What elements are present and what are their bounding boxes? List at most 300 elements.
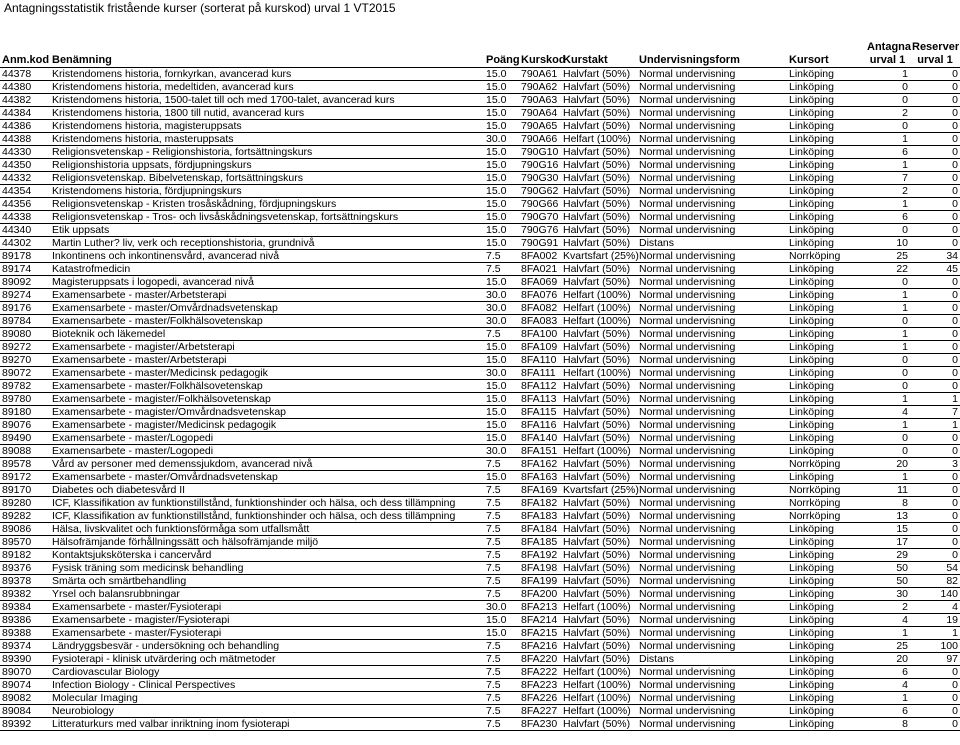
table-row [0,276,960,289]
poang-cell: 15.0 [484,614,519,627]
table-row [0,94,960,107]
kurstakt-cell: Halvfart (50%) [561,575,637,588]
kurskod-cell: 8FA151 [519,445,561,458]
kursort-cell: Linköping [787,640,865,653]
poang-cell: 7.5 [484,679,519,692]
poang-cell: 7.5 [484,549,519,562]
benamning-cell: Religionshistoria uppsats, fördjupningskurs [50,159,484,172]
kurskod-cell: 8FA216 [519,640,561,653]
anmkod-cell: 89082 [0,692,50,705]
kurstakt-cell: Halvfart (50%) [561,523,637,536]
benamning-cell: Katastrofmedicin [50,263,484,276]
kurstakt-cell: Halvfart (50%) [561,419,637,432]
table-row [0,432,960,445]
kurskod-cell: 8FA220 [519,653,561,666]
reserver-cell: 0 [910,523,960,536]
anmkod-cell: 89182 [0,549,50,562]
kurstakt-cell: Halvfart (50%) [561,432,637,445]
kurskod-cell: 8FA222 [519,666,561,679]
kursort-cell: Linköping [787,614,865,627]
benamning-cell: Examensarbete - magister/Folkhälsovetenskap [50,393,484,406]
anmkod-cell: 89378 [0,575,50,588]
undervisningsform-cell: Normal undervisning [637,510,787,523]
kurskod-cell: 8FA083 [519,315,561,328]
undervisningsform-cell: Normal undervisning [637,328,787,341]
table-row [0,120,960,133]
kurstakt-cell: Halvfart (50%) [561,224,637,237]
antagna-cell: 0 [865,432,910,445]
antagna-cell: 1 [865,133,910,146]
kursort-cell: Linköping [787,549,865,562]
table-row [0,133,960,146]
kurstakt-cell: Halvfart (50%) [561,120,637,133]
reserver-cell: 0 [910,159,960,172]
kursort-cell: Linköping [787,328,865,341]
benamning-cell: Yrsel och balansrubbningar [50,588,484,601]
kurstakt-cell: Halvfart (50%) [561,354,637,367]
table-row [0,601,960,614]
anmkod-cell: 89374 [0,640,50,653]
anmkod-cell: 89178 [0,250,50,263]
kurskod-cell: 8FA223 [519,679,561,692]
reserver-cell: 0 [910,81,960,94]
kurskod-cell: 8FA226 [519,692,561,705]
reserver-cell: 0 [910,432,960,445]
kurskod-cell: 8FA110 [519,354,561,367]
kurskod-cell: 790G70 [519,211,561,224]
poang-cell: 15.0 [484,68,519,81]
kurskod-cell: 790A65 [519,120,561,133]
antagna-cell: 10 [865,237,910,250]
kursort-cell: Linköping [787,367,865,380]
reserver-cell: 0 [910,341,960,354]
benamning-cell: Kristendomens historia, medeltiden, avancerad kurs [50,81,484,94]
antagna-cell: 4 [865,406,910,419]
poang-cell: 30.0 [484,133,519,146]
reserver-cell: 0 [910,302,960,315]
benamning-cell: Ländryggsbesvär - undersökning och behandling [50,640,484,653]
benamning-cell: Religionsvetenskap - Tros- och livsåskådningsvetenskap, fortsättningskurs [50,211,484,224]
kurskod-cell: 8FA184 [519,523,561,536]
table-row [0,523,960,536]
benamning-cell: Diabetes och diabetesvård II [50,484,484,497]
antagna-cell: 0 [865,81,910,94]
poang-cell: 15.0 [484,198,519,211]
kurskod-cell: 8FA112 [519,380,561,393]
poang-cell: 15.0 [484,94,519,107]
antagna-cell: 0 [865,367,910,380]
table-row [0,237,960,250]
column-header-kurskod: Kurskod [519,40,561,68]
kurstakt-cell: Helfart (100%) [561,666,637,679]
benamning-cell: Kristendomens historia, fornkyrkan, avancerad kurs [50,68,484,81]
antagna-cell: 1 [865,393,910,406]
undervisningsform-cell: Normal undervisning [637,120,787,133]
undervisningsform-cell: Normal undervisning [637,549,787,562]
anmkod-cell: 89270 [0,354,50,367]
kurstakt-cell: Halvfart (50%) [561,393,637,406]
kurskod-cell: 8FA113 [519,393,561,406]
anmkod-cell: 89282 [0,510,50,523]
anmkod-cell: 89386 [0,614,50,627]
anmkod-cell: 89272 [0,341,50,354]
poang-cell: 7.5 [484,562,519,575]
benamning-cell: Bioteknik och läkemedel [50,328,484,341]
benamning-cell: Examensarbete - master/Logopedi [50,445,484,458]
kurstakt-cell: Halvfart (50%) [561,380,637,393]
kurstakt-cell: Halvfart (50%) [561,185,637,198]
anmkod-cell: 89170 [0,484,50,497]
kurstakt-cell: Helfart (100%) [561,679,637,692]
kurstakt-cell: Halvfart (50%) [561,341,637,354]
undervisningsform-cell: Normal undervisning [637,81,787,94]
column-header-poang: Poäng [484,40,519,68]
benamning-cell: Examensarbete - master/Arbetsterapi [50,354,484,367]
kursort-cell: Linköping [787,575,865,588]
kurstakt-cell: Halvfart (50%) [561,510,637,523]
antagna-cell: 0 [865,94,910,107]
reserver-cell: 0 [910,68,960,81]
table-row [0,484,960,497]
undervisningsform-cell: Normal undervisning [637,354,787,367]
kursort-cell: Norrköping [787,458,865,471]
reserver-cell: 0 [910,718,960,731]
anmkod-cell: 89088 [0,445,50,458]
anmkod-cell: 89376 [0,562,50,575]
antagna-cell: 13 [865,510,910,523]
table-row [0,588,960,601]
antagna-cell: 2 [865,601,910,614]
kursort-cell: Linköping [787,237,865,250]
kursort-cell: Linköping [787,120,865,133]
anmkod-cell: 89070 [0,666,50,679]
benamning-cell: Examensarbete - master/Folkhälsovetenskap [50,315,484,328]
undervisningsform-cell: Normal undervisning [637,614,787,627]
table-row [0,289,960,302]
undervisningsform-cell: Normal undervisning [637,406,787,419]
kursort-cell: Linköping [787,601,865,614]
poang-cell: 30.0 [484,302,519,315]
anmkod-cell: 89784 [0,315,50,328]
table-row [0,406,960,419]
kurskod-cell: 790A63 [519,94,561,107]
reserver-cell: 97 [910,653,960,666]
kursort-cell: Linköping [787,302,865,315]
undervisningsform-cell: Normal undervisning [637,250,787,263]
reserver-cell: 0 [910,185,960,198]
antagna-cell: 50 [865,562,910,575]
antagna-cell: 1 [865,627,910,640]
table-row [0,549,960,562]
anmkod-cell: 89570 [0,536,50,549]
poang-cell: 30.0 [484,367,519,380]
reserver-cell: 19 [910,614,960,627]
benamning-cell: Kristendomens historia, 1800 till nutid, avancerad kurs [50,107,484,120]
kursort-cell: Linköping [787,679,865,692]
kurstakt-cell: Halvfart (50%) [561,107,637,120]
undervisningsform-cell: Normal undervisning [637,302,787,315]
kursort-cell: Linköping [787,341,865,354]
kurstakt-cell: Halvfart (50%) [561,328,637,341]
antagna-cell: 29 [865,549,910,562]
column-header-antagna: Antagna urval 1 [867,41,911,66]
poang-cell: 15.0 [484,432,519,445]
column-header-undervisningsform: Undervisningsform [637,40,787,68]
poang-cell: 15.0 [484,406,519,419]
undervisningsform-cell: Normal undervisning [637,94,787,107]
benamning-cell: Examensarbete - magister/Fysioterapi [50,614,484,627]
kurstakt-cell: Halvfart (50%) [561,211,637,224]
table-row [0,107,960,120]
antagna-cell: 0 [865,120,910,133]
antagna-cell: 7 [865,172,910,185]
anmkod-cell: 89076 [0,419,50,432]
anmkod-cell: 89280 [0,497,50,510]
kurskod-cell: 8FA230 [519,718,561,731]
reserver-cell: 0 [910,445,960,458]
undervisningsform-cell: Normal undervisning [637,523,787,536]
benamning-cell: Molecular Imaging [50,692,484,705]
antagna-cell: 1 [865,289,910,302]
kurstakt-cell: Kvartsfart (25%) [563,250,639,262]
anmkod-cell: 89092 [0,276,50,289]
kurstakt-cell: Helfart (100%) [561,315,637,328]
table-row [0,640,960,653]
kurskod-cell: 8FA109 [519,341,561,354]
benamning-cell: Vård av personer med demenssjukdom, avancerad nivå [50,458,484,471]
anmkod-cell: 89180 [0,406,50,419]
poang-cell: 7.5 [484,484,519,497]
table-row [0,536,960,549]
kursort-cell: Linköping [787,94,865,107]
kursort-cell: Linköping [787,146,865,159]
undervisningsform-cell: Normal undervisning [637,224,787,237]
kurstakt-cell: Halvfart (50%) [561,198,637,211]
undervisningsform-cell: Normal undervisning [637,536,787,549]
table-row [0,510,960,523]
kurstakt-cell: Helfart (100%) [561,705,637,718]
antagna-cell: 1 [865,419,910,432]
kurstakt-cell: Halvfart (50%) [561,588,637,601]
poang-cell: 7.5 [484,458,519,471]
kursort-cell: Linköping [787,172,865,185]
antagna-cell: 0 [865,276,910,289]
kursort-cell: Linköping [787,276,865,289]
kurstakt-cell: Halvfart (50%) [561,718,637,731]
kurstakt-cell: Halvfart (50%) [561,159,637,172]
benamning-cell: Examensarbete - master/Logopedi [50,432,484,445]
antagna-cell: 50 [865,575,910,588]
kurskod-cell: 790G91 [519,237,561,250]
anmkod-cell: 89782 [0,380,50,393]
undervisningsform-cell: Normal undervisning [637,146,787,159]
kurstakt-cell: Halvfart (50%) [561,146,637,159]
benamning-cell: Kristendomens historia, fördjupningskurs [50,185,484,198]
antagna-cell: 1 [865,471,910,484]
poang-cell: 7.5 [484,718,519,731]
anmkod-cell: 89390 [0,653,50,666]
reserver-cell: 45 [910,263,960,276]
kurskod-cell: 8FA198 [519,562,561,575]
anmkod-cell: 44354 [0,185,50,198]
poang-cell: 7.5 [484,692,519,705]
kurstakt-cell: Halvfart (50%) [561,471,637,484]
benamning-cell: Religionsvetenskap - Kristen trosåskådning, fördjupningskurs [50,198,484,211]
poang-cell: 7.5 [484,588,519,601]
kurstakt-cell: Helfart (100%) [561,289,637,302]
kursort-cell: Linköping [787,523,865,536]
antagna-cell: 1 [865,159,910,172]
kurstakt-cell: Halvfart (50%) [561,458,637,471]
anmkod-cell: 44378 [0,68,50,81]
benamning-cell: Examensarbete - master/Omvårdnadsvetenskap [50,302,484,315]
benamning-cell: Hälsa, livskvalitet och funktionsförmåga som utfallsmått [50,523,484,536]
anmkod-cell: 44386 [0,120,50,133]
benamning-cell: Hälsofrämjande förhållningssätt och hälsofrämjande miljö [50,536,484,549]
undervisningsform-cell: Normal undervisning [637,640,787,653]
table-row [0,380,960,393]
kursort-cell: Linköping [787,692,865,705]
benamning-cell: Kristendomens historia, magisteruppsats [50,120,484,133]
reserver-cell: 3 [910,458,960,471]
undervisningsform-cell: Normal undervisning [637,705,787,718]
undervisningsform-cell: Normal undervisning [637,588,787,601]
table-row [0,458,960,471]
kurskod-cell: 8FA213 [519,601,561,614]
kurskod-cell: 8FA002 [519,250,561,263]
reserver-cell: 0 [910,549,960,562]
table-row [0,354,960,367]
antagna-cell: 15 [865,523,910,536]
antagna-cell: 1 [865,692,910,705]
kurskod-cell: 790G66 [519,198,561,211]
anmkod-cell: 89274 [0,289,50,302]
kurstakt-cell: Halvfart (50%) [561,172,637,185]
poang-cell: 7.5 [484,653,519,666]
kursort-cell: Linköping [787,588,865,601]
poang-cell: 7.5 [484,523,519,536]
kursort-cell: Linköping [787,289,865,302]
antagna-cell: 25 [865,250,910,263]
antagna-cell: 1 [865,302,910,315]
benamning-cell: Examensarbete - master/Folkhälsovetenskap [50,380,484,393]
undervisningsform-cell: Normal undervisning [637,718,787,731]
antagna-cell: 20 [865,458,910,471]
kurskod-cell: 8FA214 [519,614,561,627]
kursort-cell: Linköping [787,354,865,367]
benamning-cell: Examensarbete - master/Fysioterapi [50,627,484,640]
poang-cell: 15.0 [484,341,519,354]
poang-cell: 7.5 [484,666,519,679]
antagna-cell: 4 [865,679,910,692]
kurstakt-cell: Halvfart (50%) [561,68,637,81]
undervisningsform-cell: Normal undervisning [637,679,787,692]
kursort-cell: Linköping [787,562,865,575]
table-row [0,198,960,211]
poang-cell: 15.0 [484,211,519,224]
poang-cell: 7.5 [484,263,519,276]
benamning-cell: Smärta och smärtbehandling [50,575,484,588]
table-row [0,224,960,237]
kurskod-cell: 790G62 [519,185,561,198]
kurstakt-cell: Helfart (100%) [561,367,637,380]
reserver-cell: 4 [910,601,960,614]
kursort-cell: Norrköping [787,484,865,497]
kurskod-cell: 8FA116 [519,419,561,432]
reserver-cell: 34 [910,250,960,263]
benamning-cell: Neurobiology [50,705,484,718]
poang-cell: 15.0 [484,224,519,237]
reserver-cell: 0 [910,471,960,484]
poang-cell: 15.0 [484,107,519,120]
kurskod-cell: 8FA200 [519,588,561,601]
reserver-cell: 7 [910,406,960,419]
anmkod-cell: 89176 [0,302,50,315]
reserver-cell: 0 [910,666,960,679]
kurskod-cell: 8FA111 [519,367,561,380]
table-row [0,445,960,458]
kursort-cell: Norrköping [787,510,865,523]
kurskod-cell: 790A64 [519,107,561,120]
poang-cell: 30.0 [484,315,519,328]
kursort-cell: Linköping [787,380,865,393]
undervisningsform-cell: Normal undervisning [637,211,787,224]
kurstakt-cell: Halvfart (50%) [561,94,637,107]
benamning-cell: Examensarbete - master/Medicinsk pedagogik [50,367,484,380]
poang-cell: 15.0 [484,159,519,172]
kursort-cell: Linköping [787,471,865,484]
reserver-cell: 0 [910,237,960,250]
benamning-cell: Examensarbete - master/Fysioterapi [50,601,484,614]
anmkod-cell: 44302 [0,237,50,250]
benamning-cell: Kristendomens historia, masteruppsats [50,133,484,146]
anmkod-cell: 44382 [0,94,50,107]
kurskod-cell: 8FA021 [519,263,561,276]
table-row [0,302,960,315]
reserver-cell: 0 [910,497,960,510]
undervisningsform-cell: Normal undervisning [637,380,787,393]
benamning-cell: ICF, Klassifikation av funktionstillstånd, funktionshinder och hälsa, och dess tillämpning [50,510,484,523]
undervisningsform-cell: Normal undervisning [637,367,787,380]
anmkod-cell: 44332 [0,172,50,185]
kurstakt-cell: Helfart (100%) [561,445,637,458]
reserver-cell: 0 [910,328,960,341]
anmkod-cell: 89086 [0,523,50,536]
antagna-cell: 8 [865,497,910,510]
kurskod-cell: 8FA082 [519,302,561,315]
kursort-cell: Linköping [787,198,865,211]
table-row [0,211,960,224]
kurstakt-cell: Kvartsfart (25%) [563,484,639,496]
kurskod-cell: 8FA100 [519,328,561,341]
benamning-cell: Inkontinens och inkontinensvård, avancerad nivå [50,250,484,263]
antagna-cell: 1 [865,198,910,211]
table-row [0,419,960,432]
reserver-cell: 0 [910,354,960,367]
anmkod-cell: 44356 [0,198,50,211]
column-header-benamning: Benämning [50,40,484,68]
antagna-cell: 4 [865,614,910,627]
kurstakt-cell: Halvfart (50%) [561,653,637,666]
anmkod-cell: 89388 [0,627,50,640]
poang-cell: 7.5 [484,497,519,510]
kursort-cell: Linköping [787,315,865,328]
table-row [0,718,960,731]
kursort-cell: Linköping [787,185,865,198]
benamning-cell: Kristendomens historia, 1500-talet till och med 1700-talet, avancerad kurs [50,94,484,107]
table-row [0,81,960,94]
kurskod-cell: 790G16 [519,159,561,172]
